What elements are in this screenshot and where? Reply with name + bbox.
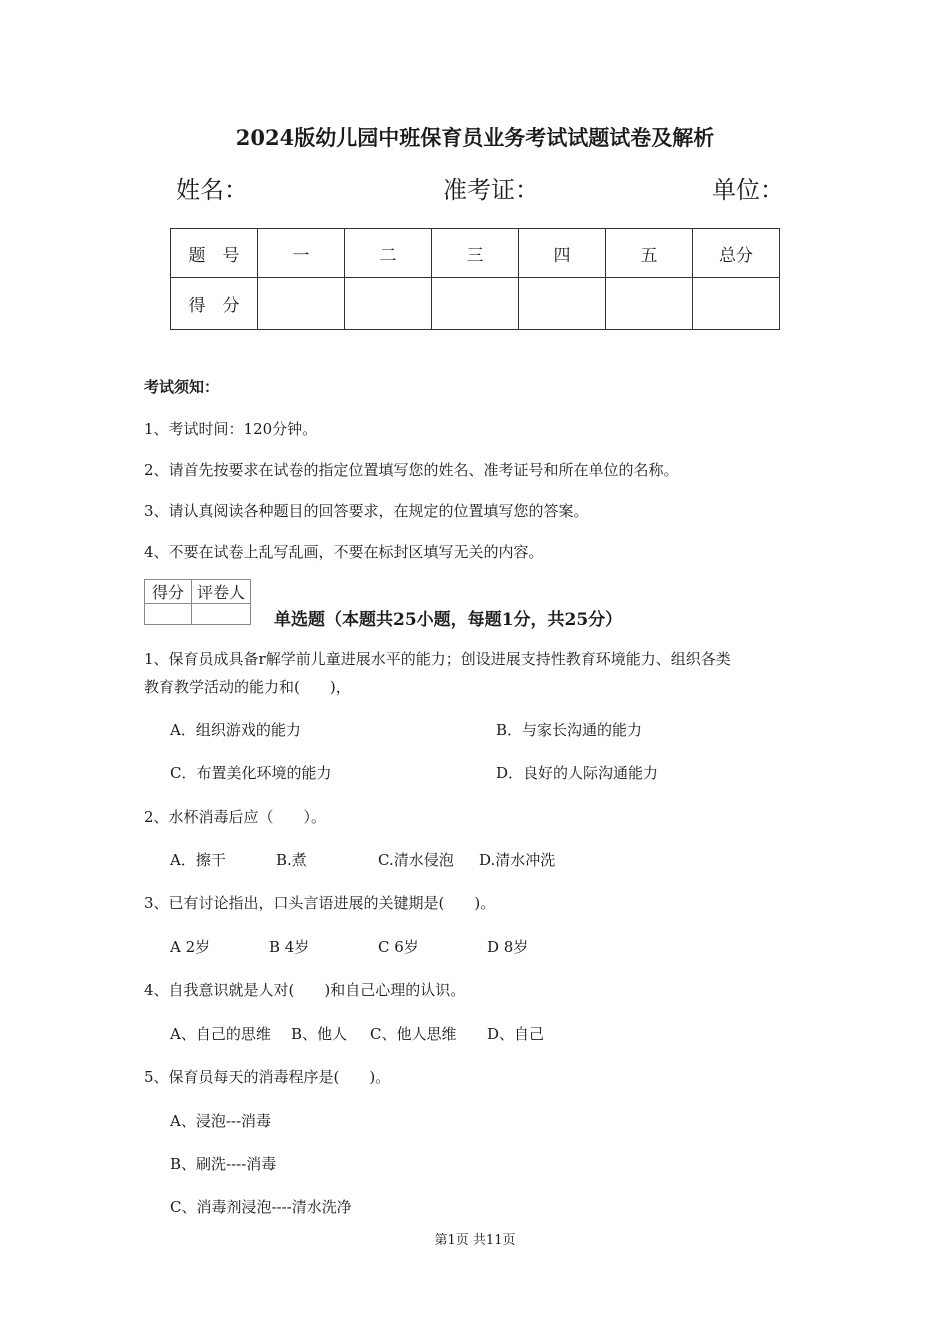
question-stem: 5、保育员每天的消毒程序是( )。 <box>144 1068 391 1086</box>
grader-name-cell[interactable] <box>192 604 251 625</box>
option-d[interactable]: D.清水冲洗 <box>479 851 556 869</box>
name-field-label: 姓名： <box>176 176 248 204</box>
option-d[interactable]: D 8岁 <box>487 938 529 956</box>
question-stem: 3、已有讨论指出，口头言语进展的关键期是( )。 <box>144 894 496 912</box>
option-b[interactable]: B、他人 <box>291 1025 348 1043</box>
option-a[interactable]: A 2岁 <box>170 938 211 956</box>
option-a[interactable]: A、浸泡---消毒 <box>170 1112 272 1130</box>
question-stem: 2、水杯消毒后应（ ）。 <box>144 808 327 826</box>
score-table-cell: 一 <box>258 229 345 278</box>
score-input-cell[interactable] <box>345 278 432 330</box>
grader-box <box>144 579 251 625</box>
page-footer: 第1页 共11页 <box>434 1233 516 1248</box>
score-table-cell: 五 <box>606 229 693 278</box>
score-input-cell[interactable] <box>432 278 519 330</box>
option-c[interactable]: C、消毒剂浸泡----清水洗净 <box>170 1198 352 1216</box>
option-d[interactable]: D．良好的人际沟通能力 <box>496 764 659 782</box>
score-table-cell: 四 <box>519 229 606 278</box>
score-table-cell: 得 分 <box>171 278 258 330</box>
page-title: 2024版幼儿园中班保育员业务考试试题试卷及解析 <box>235 125 715 150</box>
option-b[interactable]: B 4岁 <box>269 938 310 956</box>
exam-id-field-label: 准考证： <box>443 176 539 204</box>
question-stem: 1、保育员成具备r解学前儿童进展水平的能力；创设进展支持性教育环境能力、组织各类 <box>144 650 731 668</box>
score-input-cell[interactable] <box>258 278 345 330</box>
option-a[interactable]: A．组织游戏的能力 <box>170 721 301 739</box>
score-input-cell[interactable] <box>519 278 606 330</box>
option-d[interactable]: D、自己 <box>487 1025 545 1043</box>
question-stem: 教育教学活动的能力和( )， <box>144 678 351 696</box>
notice-heading: 考试须知： <box>144 378 220 396</box>
section-title: 单选题（本题共25小题，每题1分，共25分） <box>274 610 623 630</box>
score-table-cell: 二 <box>345 229 432 278</box>
score-table-cell: 题 号 <box>171 229 258 278</box>
notice-item: 3、请认真阅读各种题目的回答要求，在规定的位置填写您的答案。 <box>144 502 589 520</box>
score-input-cell[interactable] <box>693 278 780 330</box>
option-a[interactable]: A、自己的思维 <box>170 1025 271 1043</box>
option-b[interactable]: B.煮 <box>276 851 307 869</box>
question-stem: 4、自我意识就是人对( )和自己心理的认识。 <box>144 981 466 999</box>
option-c[interactable]: C.清水侵泡 <box>378 851 454 869</box>
option-b[interactable]: B．与家长沟通的能力 <box>496 721 643 739</box>
grader-name-label: 评卷人 <box>192 580 251 604</box>
option-c[interactable]: C、他人思维 <box>370 1025 457 1043</box>
score-table <box>170 228 780 330</box>
notice-item: 2、请首先按要求在试卷的指定位置填写您的姓名、准考证号和所在单位的名称。 <box>144 461 679 479</box>
grader-score-cell[interactable] <box>145 604 192 625</box>
option-c[interactable]: C 6岁 <box>378 938 419 956</box>
grader-score-label: 得分 <box>145 580 192 604</box>
option-a[interactable]: A．擦干 <box>170 851 226 869</box>
notice-item: 1、考试时间：120分钟。 <box>144 420 318 438</box>
score-table-cell: 总分 <box>693 229 780 278</box>
notice-item: 4、不要在试卷上乱写乱画，不要在标封区填写无关的内容。 <box>144 543 544 561</box>
option-b[interactable]: B、刷洗----消毒 <box>170 1155 277 1173</box>
score-table-header-row <box>171 229 780 278</box>
score-table-cell: 三 <box>432 229 519 278</box>
option-c[interactable]: C．布置美化环境的能力 <box>170 764 332 782</box>
score-input-cell[interactable] <box>606 278 693 330</box>
unit-field-label: 单位： <box>712 176 784 204</box>
score-table-score-row <box>171 278 780 330</box>
